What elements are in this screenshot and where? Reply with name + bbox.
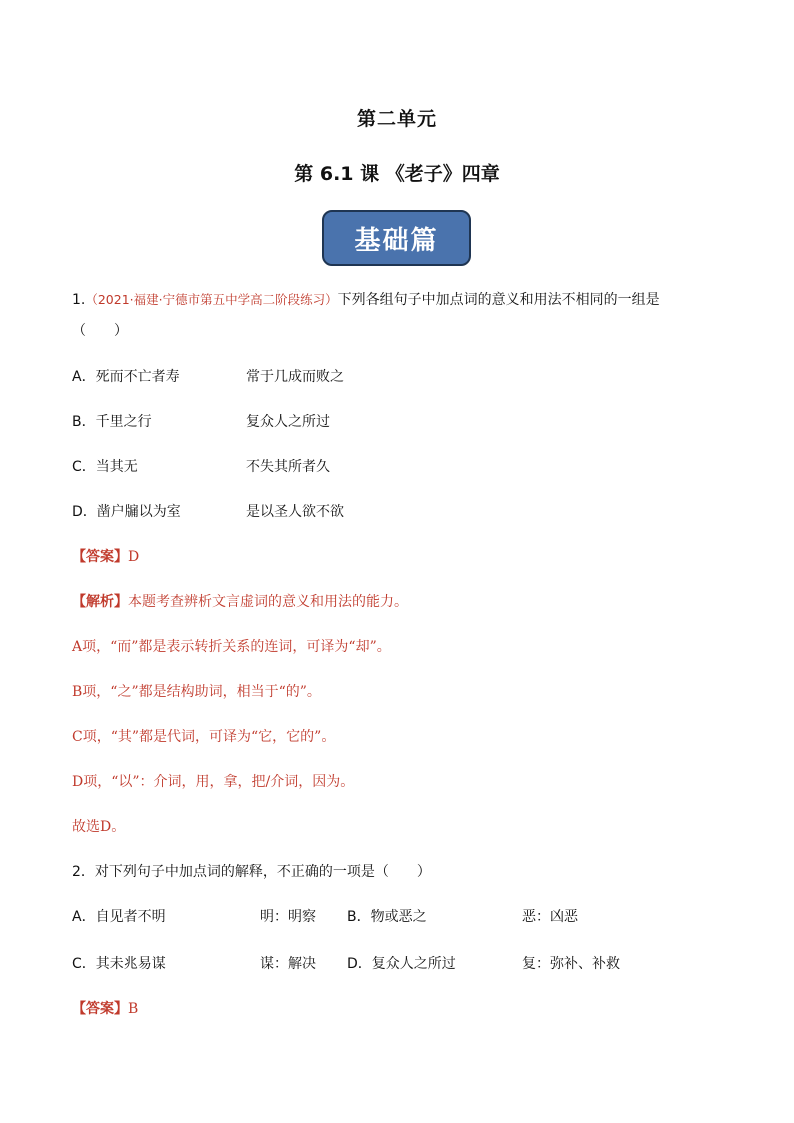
q2-stem-line [72,863,431,881]
q2-answer [72,1000,138,1018]
q1-analysis-tag: 【解析】 [72,594,128,610]
q1-option-b: B．千里之行 [72,414,152,430]
q2-stem: 对下列句子中加点词的解释，不正确的一项是（ ） [94,864,431,880]
q1-analysis-intro: 本题考查辨析文言虚词的意义和用法的能力。 [128,594,408,610]
q2-number: 2． [72,864,95,880]
q1-analysis-line-b: B项，“之”都是结构助词，相当于“的”。 [72,684,321,700]
q1-analysis-line-d: D项，“以”：介词，用，拿，把/介词，因为。 [72,774,355,790]
q1-answer-tag: 【答案】 [72,549,128,565]
q2-option-d-gloss: 复：弥补、补救 [522,956,620,972]
q1-option-a: A．死而不亡者寿 [72,369,180,385]
q1-source: （2021·福建·宁德市第五中学高二阶段练习） [85,292,338,307]
q2-option-c-gloss: 谋：解决 [260,956,316,972]
q1-option-d-right: 是以圣人欲不欲 [246,504,344,520]
q2-option-a: A．自见者不明 [72,909,166,925]
q1-answer [72,548,139,566]
q1-option-c: C．当其无 [72,459,138,475]
q1-answer-value: D [128,549,140,565]
section-badge-label: 基础篇 [354,225,439,256]
q1-option-c-right: 不失其所者久 [246,459,330,475]
q1-analysis-line-c: C项，“其”都是代词，可译为“它，它的”。 [72,729,336,745]
q2-option-d: D．复众人之所过 [347,956,456,972]
q1-stem-line [72,291,660,309]
q2-option-b-gloss: 恶：凶恶 [522,909,578,925]
unit-title: 第二单元 [356,108,437,130]
section-badge [322,210,471,266]
q2-option-c: C．其未兆易谋 [72,956,166,972]
q2-answer-value: B [128,1001,139,1017]
q1-option-b-right: 复众人之所过 [246,414,330,430]
q1-analysis-line-a: A项，“而”都是表示转折关系的连词，可译为“却”。 [72,639,391,655]
q1-stem: 下列各组句子中加点词的意义和用法不相同的一组是 [337,292,660,308]
q2-option-a-gloss: 明：明察 [260,909,316,925]
q1-conclusion: 故选D。 [72,819,126,835]
q1-paren: （ ） [72,323,128,339]
q2-option-b: B．物或恶之 [347,909,427,925]
q1-number: 1. [72,292,86,308]
q1-option-d: D．凿户牖以为室 [72,504,181,520]
lesson-title: 第 6.1 课 《老子》四章 [294,163,500,185]
q1-analysis [72,593,408,611]
q1-option-a-right: 常于几成而败之 [246,369,344,385]
q2-answer-tag: 【答案】 [72,1001,128,1017]
